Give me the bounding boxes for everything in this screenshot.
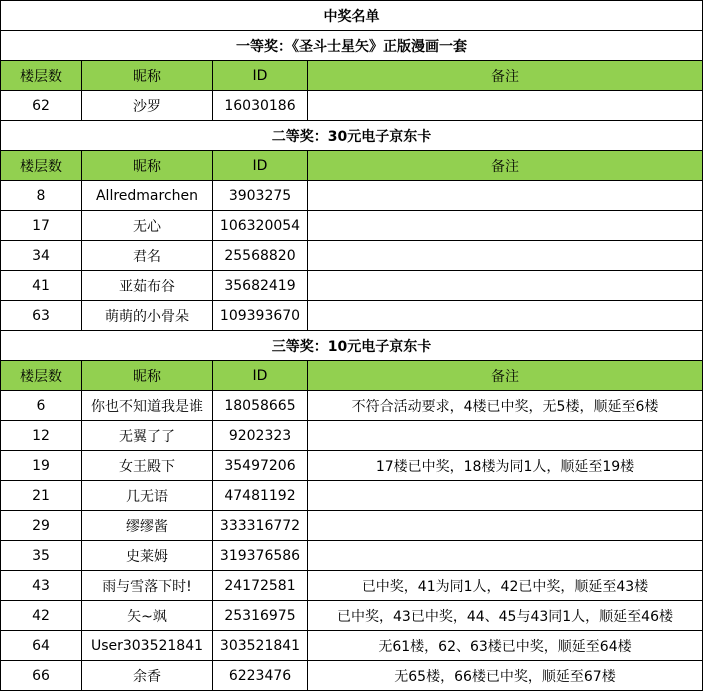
table-row (1, 91, 703, 121)
table-row (1, 271, 703, 301)
header-id: ID (213, 151, 308, 181)
cell-id: 18058665 (213, 391, 308, 421)
header-nickname: 昵称 (82, 151, 213, 181)
prize-title-row (1, 121, 703, 151)
cell-note (308, 511, 703, 541)
cell-note (308, 421, 703, 451)
cell-note (308, 181, 703, 211)
cell-note: 无65楼，66楼已中奖，顺延至67楼 (308, 661, 703, 691)
table-row (1, 481, 703, 511)
cell-id: 35497206 (213, 451, 308, 481)
cell-nickname: 亚茹布谷 (82, 271, 213, 301)
cell-id: 25568820 (213, 241, 308, 271)
cell-floor: 8 (1, 181, 82, 211)
cell-nickname: 史莱姆 (82, 541, 213, 571)
table-row (1, 511, 703, 541)
cell-note (308, 241, 703, 271)
cell-floor: 21 (1, 481, 82, 511)
prize-title-row (1, 31, 703, 61)
table-row (1, 541, 703, 571)
header-nickname: 昵称 (82, 61, 213, 91)
cell-note: 无61楼，62、63楼已中奖，顺延至64楼 (308, 631, 703, 661)
header-note: 备注 (308, 61, 703, 91)
cell-floor: 66 (1, 661, 82, 691)
column-header-row (1, 361, 703, 391)
cell-floor: 34 (1, 241, 82, 271)
header-floor: 楼层数 (1, 61, 82, 91)
header-floor: 楼层数 (1, 361, 82, 391)
prize-title: 一等奖：《圣斗士星矢》正版漫画一套 (1, 31, 703, 61)
cell-id: 333316772 (213, 511, 308, 541)
prize-title-row (1, 331, 703, 361)
cell-id: 47481192 (213, 481, 308, 511)
cell-nickname: 君名 (82, 241, 213, 271)
cell-nickname: 无翼了了 (82, 421, 213, 451)
header-floor: 楼层数 (1, 151, 82, 181)
header-note: 备注 (308, 361, 703, 391)
cell-nickname: 几无语 (82, 481, 213, 511)
sheet-title-row (1, 1, 703, 31)
cell-id: 109393670 (213, 301, 308, 331)
cell-id: 3903275 (213, 181, 308, 211)
table-row (1, 601, 703, 631)
cell-floor: 62 (1, 91, 82, 121)
column-header-row (1, 151, 703, 181)
table-row (1, 421, 703, 451)
cell-note: 17楼已中奖，18楼为同1人，顺延至19楼 (308, 451, 703, 481)
header-note: 备注 (308, 151, 703, 181)
cell-nickname: Allredmarchen (82, 181, 213, 211)
sheet-title: 中奖名单 (1, 1, 703, 31)
prize-title: 二等奖：30元电子京东卡 (1, 121, 703, 151)
header-id: ID (213, 61, 308, 91)
table-row (1, 661, 703, 691)
cell-nickname: 余香 (82, 661, 213, 691)
header-id: ID (213, 361, 308, 391)
cell-id: 35682419 (213, 271, 308, 301)
cell-note (308, 91, 703, 121)
cell-id: 25316975 (213, 601, 308, 631)
cell-nickname: 你也不知道我是谁 (82, 391, 213, 421)
cell-floor: 6 (1, 391, 82, 421)
cell-floor: 29 (1, 511, 82, 541)
cell-floor: 35 (1, 541, 82, 571)
cell-nickname: 女王殿下 (82, 451, 213, 481)
cell-floor: 63 (1, 301, 82, 331)
header-nickname: 昵称 (82, 361, 213, 391)
cell-floor: 41 (1, 271, 82, 301)
cell-id: 303521841 (213, 631, 308, 661)
cell-floor: 42 (1, 601, 82, 631)
cell-floor: 17 (1, 211, 82, 241)
cell-note: 不符合活动要求，4楼已中奖，无5楼，顺延至6楼 (308, 391, 703, 421)
cell-nickname: 沙罗 (82, 91, 213, 121)
table-row (1, 301, 703, 331)
cell-nickname: 萌萌的小骨朵 (82, 301, 213, 331)
cell-floor: 12 (1, 421, 82, 451)
cell-note (308, 301, 703, 331)
table-row (1, 241, 703, 271)
cell-id: 16030186 (213, 91, 308, 121)
cell-note (308, 481, 703, 511)
cell-floor: 43 (1, 571, 82, 601)
cell-floor: 19 (1, 451, 82, 481)
table-row (1, 631, 703, 661)
cell-nickname: 无心 (82, 211, 213, 241)
cell-id: 6223476 (213, 661, 308, 691)
cell-note (308, 541, 703, 571)
cell-floor: 64 (1, 631, 82, 661)
prize-title: 三等奖：10元电子京东卡 (1, 331, 703, 361)
table-row (1, 211, 703, 241)
cell-id: 319376586 (213, 541, 308, 571)
table-row (1, 181, 703, 211)
cell-id: 106320054 (213, 211, 308, 241)
cell-note: 已中奖，41为同1人，42已中奖，顺延至43楼 (308, 571, 703, 601)
cell-note (308, 271, 703, 301)
cell-note (308, 211, 703, 241)
table-row (1, 571, 703, 601)
table-row (1, 391, 703, 421)
table-row (1, 451, 703, 481)
column-header-row (1, 61, 703, 91)
cell-nickname: User303521841 (82, 631, 213, 661)
cell-nickname: 缪缪酱 (82, 511, 213, 541)
cell-nickname: 雨与雪落下时! (82, 571, 213, 601)
cell-id: 9202323 (213, 421, 308, 451)
cell-id: 24172581 (213, 571, 308, 601)
cell-note: 已中奖，43已中奖，44、45与43同1人，顺延至46楼 (308, 601, 703, 631)
cell-nickname: 矢~飒 (82, 601, 213, 631)
